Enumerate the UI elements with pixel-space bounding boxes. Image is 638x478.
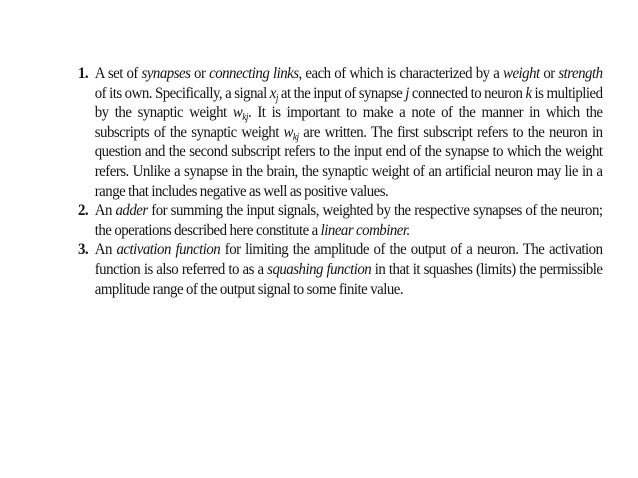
list-item-1 bbox=[78, 64, 603, 201]
text-run: of its own. Specifically, a signal bbox=[94, 84, 270, 102]
symbol-x: x bbox=[269, 84, 276, 102]
list-item-3 bbox=[78, 240, 603, 299]
text-run: connected to neuron bbox=[408, 84, 526, 102]
text-run: A set of bbox=[94, 65, 142, 82]
subscript-j: j bbox=[275, 92, 278, 104]
symbol-w: w bbox=[232, 104, 243, 122]
item-text bbox=[95, 241, 603, 297]
symbol-j: j bbox=[405, 84, 409, 102]
term-weight: weight bbox=[503, 65, 540, 82]
text-run: or bbox=[539, 65, 559, 82]
list-item-2 bbox=[78, 201, 603, 240]
term-synapses: synapses bbox=[141, 65, 191, 82]
item-text bbox=[95, 65, 603, 200]
item-number: 1. bbox=[78, 65, 89, 82]
text-run: at the input of synapse bbox=[277, 84, 406, 102]
text-run: for limiting the amplitude of the output of a neuron. The activation function is also referred to as a bbox=[94, 241, 603, 278]
text-run: in that it squashes (limits) the permissible amplitude range of the output signal to some finite value. bbox=[94, 260, 603, 298]
text-run: or bbox=[190, 65, 210, 82]
text-run: An bbox=[94, 202, 116, 220]
term-adder: adder bbox=[115, 202, 148, 220]
item-number: 2. bbox=[78, 202, 89, 220]
numbered-list bbox=[78, 64, 603, 299]
subscript-kj: kj bbox=[292, 131, 299, 143]
text-run: , each of which is characterized by a bbox=[298, 65, 504, 82]
term-activation-function: activation function bbox=[116, 241, 221, 259]
text-run: . It is important to make a note of the manner in which the subscripts of the synaptic weight bbox=[94, 104, 603, 141]
text-run: An bbox=[94, 241, 117, 259]
term-connecting-links: connecting links bbox=[209, 65, 299, 82]
item-number: 3. bbox=[78, 241, 89, 259]
term-strength: strength bbox=[558, 65, 603, 82]
symbol-w: w bbox=[283, 123, 293, 141]
text-run: for summing the input signals, weighted by the respective synapses of the neuron; the operations described here constitute a bbox=[94, 202, 603, 239]
text-run: are written. The first subscript refers to the neuron in question and the second subscript refers to the input end of the synapse to which the weight refers. Unlike a synapse in the brain, the synaptic weight of an artificial neuron may lie in a range that includes negative as well as positive values. bbox=[94, 123, 603, 200]
subscript-kj: kj bbox=[242, 112, 248, 124]
item-text bbox=[95, 202, 603, 239]
term-linear-combiner: linear combiner. bbox=[320, 221, 410, 239]
text-run: is multiplied by the synaptic weight bbox=[94, 84, 603, 122]
term-squashing-function: squashing function bbox=[267, 260, 372, 278]
symbol-k: k bbox=[525, 84, 532, 102]
